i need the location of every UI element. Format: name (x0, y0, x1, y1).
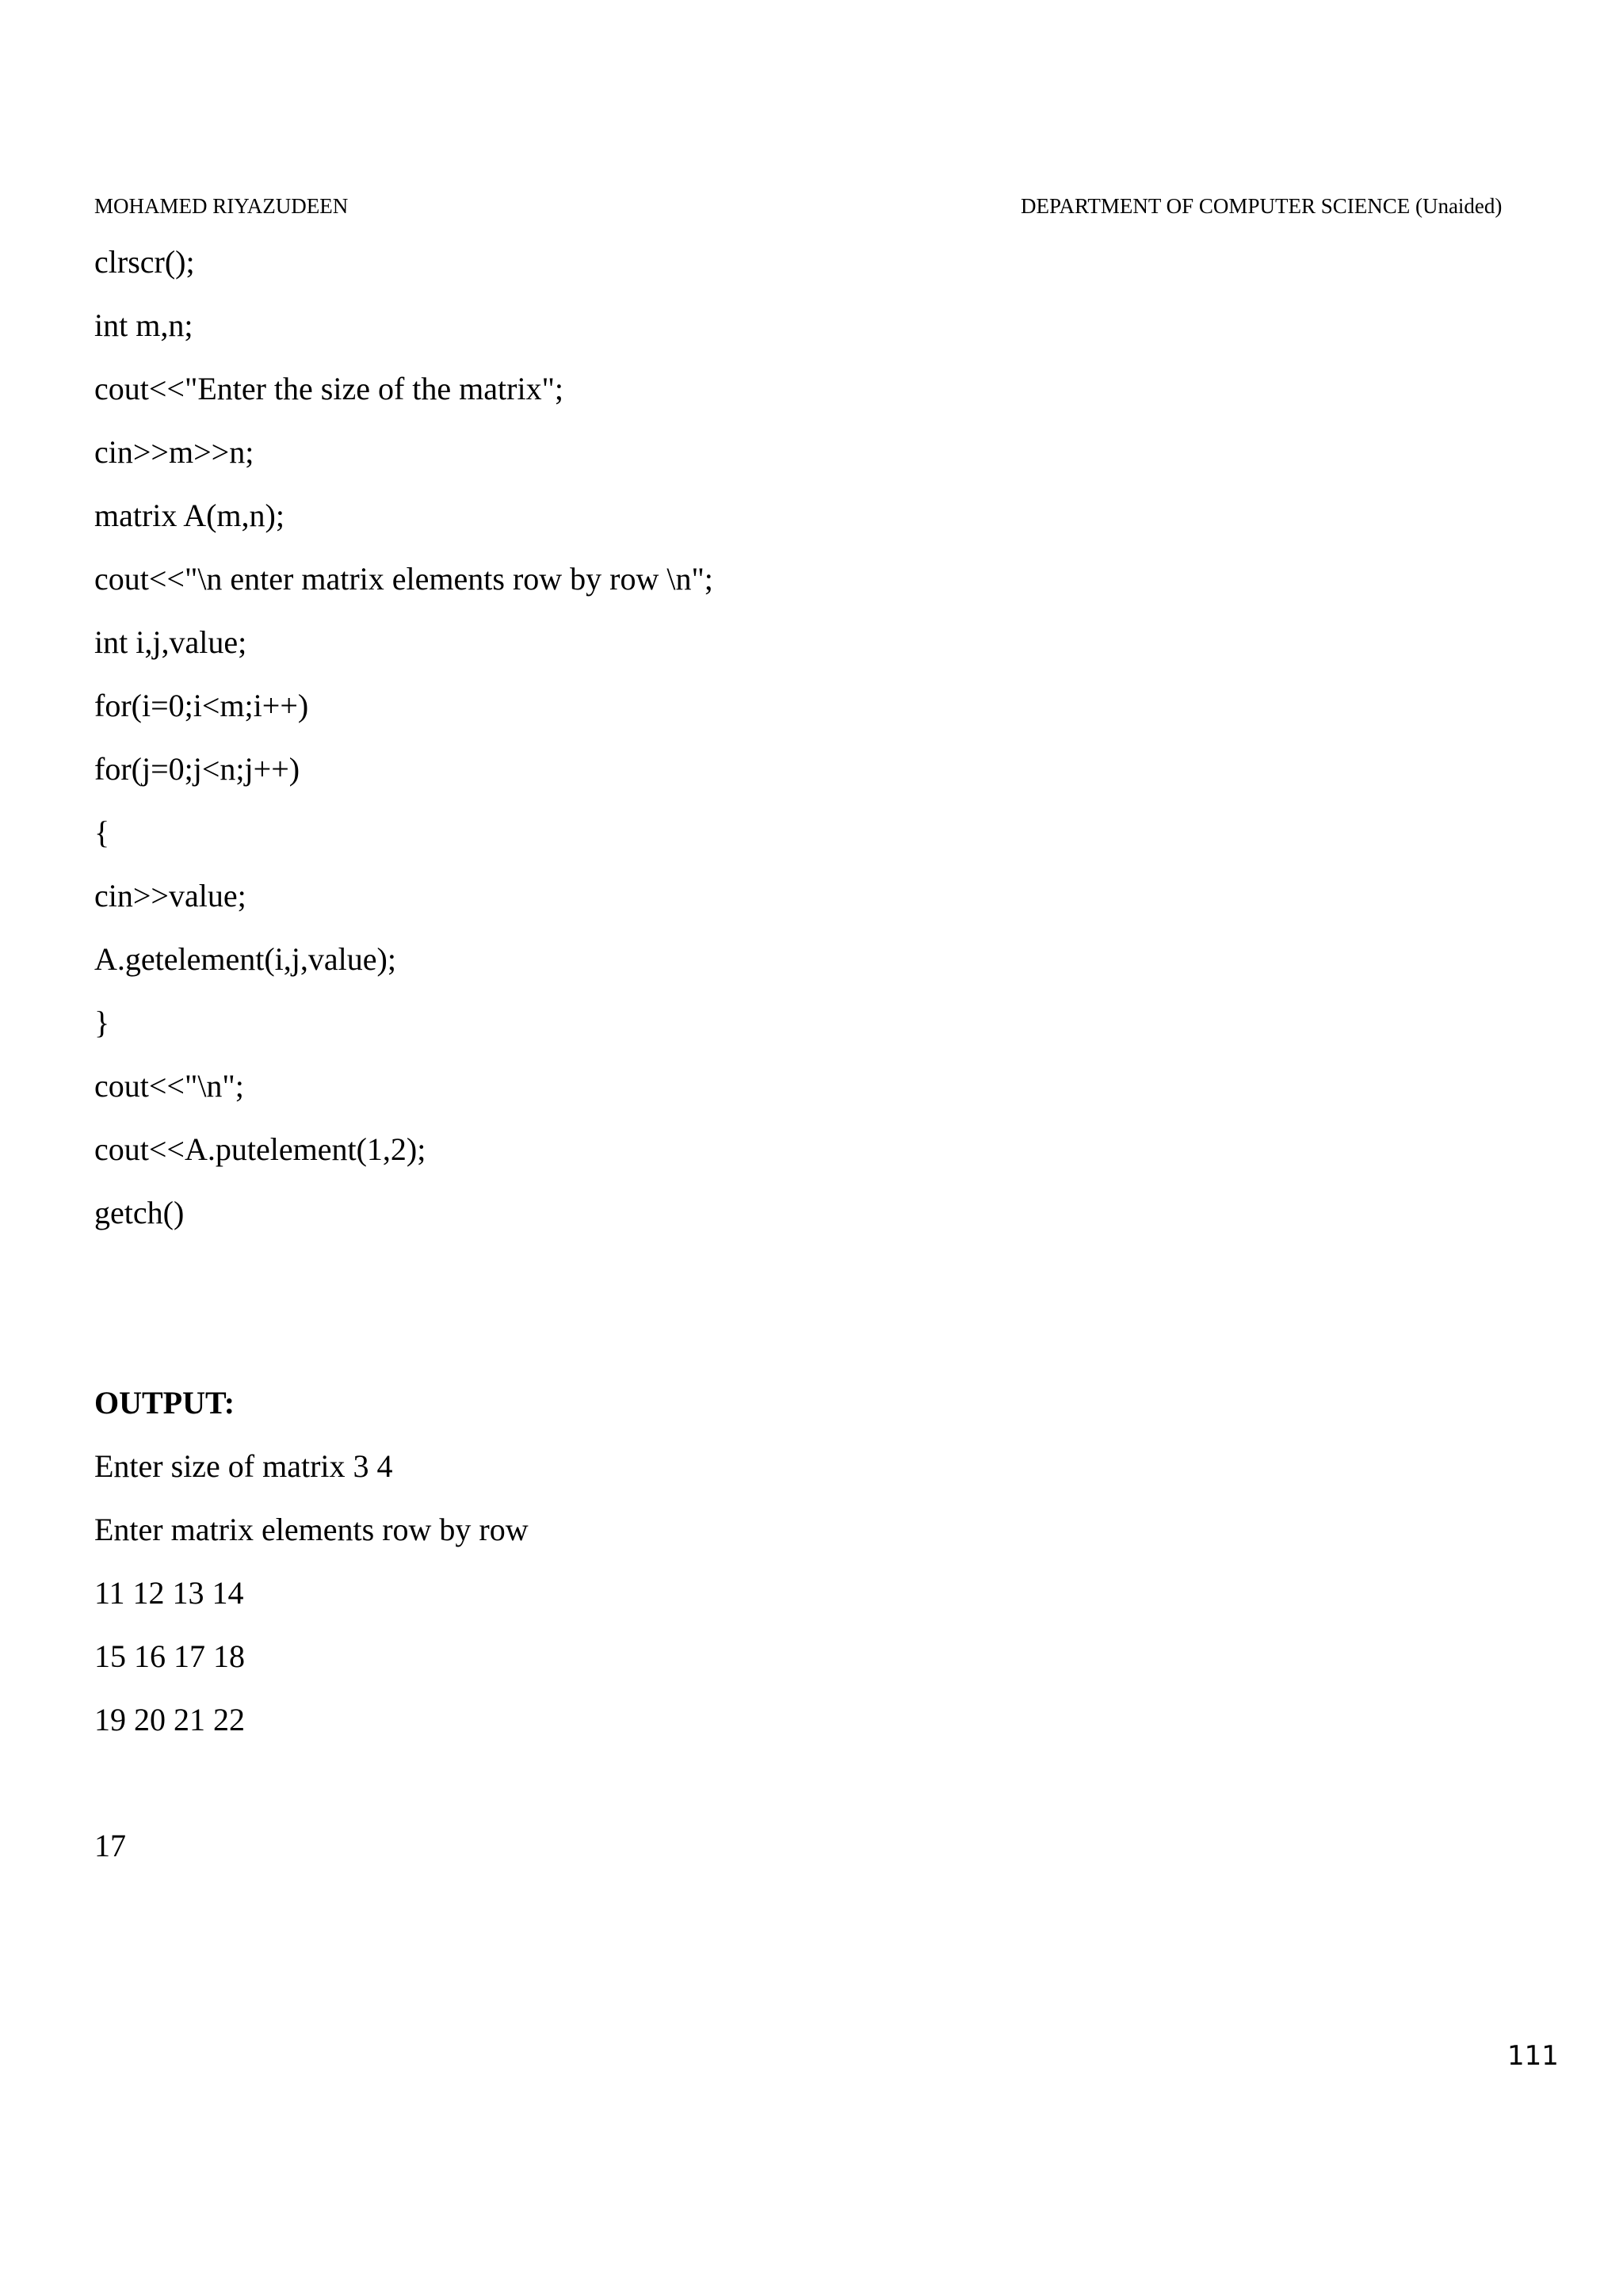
code-line: } (94, 1005, 110, 1040)
output-line: 15 16 17 18 (94, 1638, 245, 1674)
output-line: 11 12 13 14 (94, 1575, 244, 1611)
code-line: cin>>value; (94, 878, 246, 913)
output-line: Enter size of matrix 3 4 (94, 1448, 393, 1484)
output-heading: OUTPUT: (94, 1385, 235, 1421)
output-line: 19 20 21 22 (94, 1702, 245, 1737)
code-line: cin>>m>>n; (94, 434, 254, 470)
header-author: MOHAMED RIYAZUDEEN (94, 194, 349, 218)
code-line: int i,j,value; (94, 624, 247, 660)
code-line: int m,n; (94, 307, 193, 343)
code-line: for(i=0;i<m;i++) (94, 688, 309, 723)
code-line: cout<<"Enter the size of the matrix"; (94, 371, 564, 406)
code-line: cout<<"\n"; (94, 1068, 244, 1104)
code-line: matrix A(m,n); (94, 498, 285, 533)
header-department: DEPARTMENT OF COMPUTER SCIENCE (Unaided) (1021, 194, 1503, 218)
output-result: 17 (94, 1828, 126, 1863)
code-line: A.getelement(i,j,value); (94, 941, 396, 977)
page-number: 111 (1507, 2040, 1559, 2072)
code-line: cout<<"\n enter matrix elements row by row \n"; (94, 561, 713, 597)
code-line: getch() (94, 1195, 185, 1230)
code-line: clrscr(); (94, 244, 195, 280)
code-line: { (94, 814, 110, 850)
code-line: for(j=0;j<n;j++) (94, 751, 300, 787)
output-line: Enter matrix elements row by row (94, 1512, 529, 1547)
code-line: cout<<A.putelement(1,2); (94, 1131, 426, 1167)
